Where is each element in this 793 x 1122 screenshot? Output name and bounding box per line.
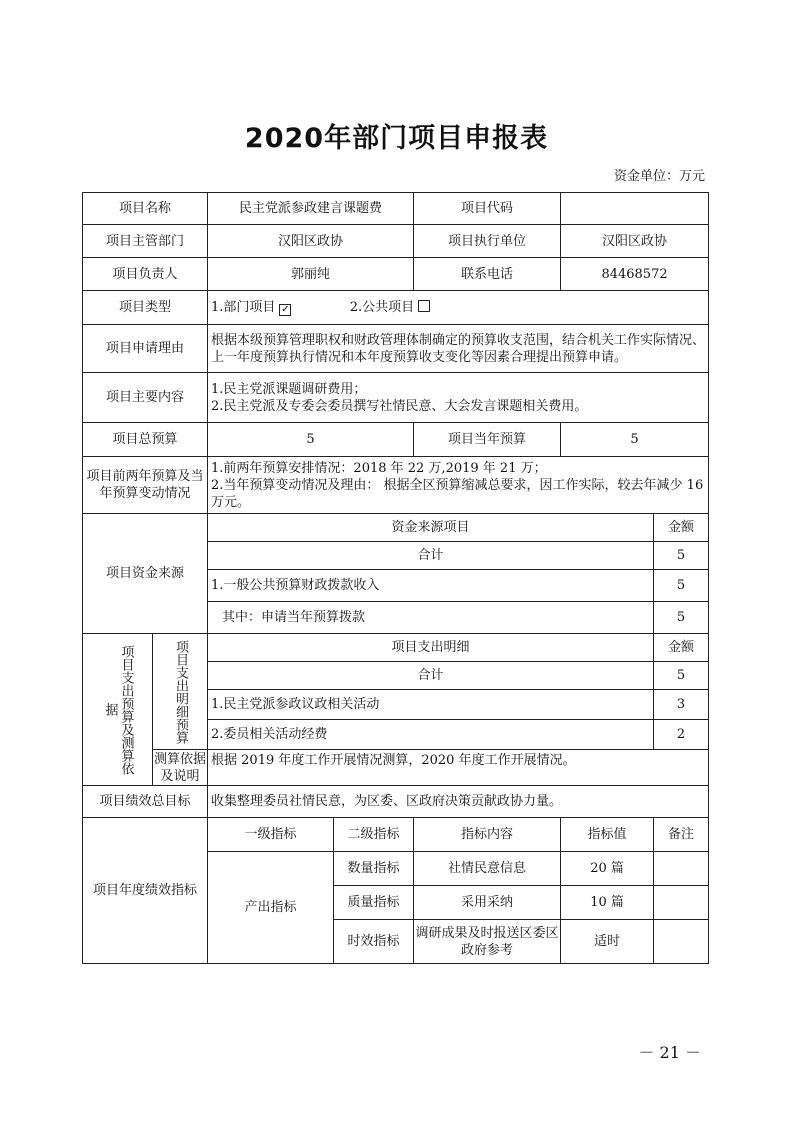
- total-budget-value: 5: [208, 423, 414, 457]
- type-options: [208, 291, 709, 325]
- funding-item: 1.一般公共预算财政拨款收入: [208, 570, 654, 602]
- history-label: 项目前两年预算及当年预算变动情况: [83, 457, 208, 514]
- funding-item: 其中：申请当年预算拨款: [208, 602, 654, 634]
- annual-content: 调研成果及时报送区委区政府参考: [414, 920, 561, 964]
- row-department: [83, 225, 709, 258]
- row-goal: [83, 786, 709, 818]
- funding-item: 合计: [208, 542, 654, 570]
- annual-label: 项目年度绩效指标: [83, 818, 208, 964]
- annual-col-content: 指标内容: [414, 818, 561, 852]
- row-project-type: [83, 291, 709, 325]
- reason-label: 项目申请理由: [83, 325, 208, 373]
- annual-col-note: 备注: [654, 818, 709, 852]
- row-owner: [83, 258, 709, 291]
- current-budget-label: 项目当年预算: [414, 423, 561, 457]
- annual-note: [654, 920, 709, 964]
- annual-content: 采用采纳: [414, 886, 561, 920]
- expense-item: 2.委员相关活动经费: [208, 720, 654, 750]
- annual-level2: 数量指标: [334, 852, 414, 886]
- basis-label: 测算依据及说明: [154, 751, 207, 784]
- row-project-name: [83, 193, 709, 225]
- project-name-label: 项目名称: [83, 193, 208, 225]
- expense-col-amount: 金额: [654, 634, 709, 662]
- goal-label: 项目绩效总目标: [83, 786, 208, 818]
- content-line-2: 2.民主党派及专委会委员撰写社情民意、大会发言课题相关费用。: [211, 398, 588, 414]
- phone-value: 84468572: [561, 258, 709, 291]
- exec-value: 汉阳区政协: [561, 225, 709, 258]
- funding-amount: 5: [654, 542, 709, 570]
- page-number: － 21 －: [638, 1043, 701, 1062]
- content-text: [208, 373, 709, 423]
- project-code-label: 项目代码: [414, 193, 561, 225]
- type-option-department: 1.部门项目: [211, 300, 276, 315]
- expense-inner-label: [153, 634, 208, 750]
- expense-outer-label-text: 项目支出预算及测算依据: [102, 644, 134, 775]
- expense-amount: 5: [654, 662, 709, 690]
- current-budget-value: 5: [561, 423, 709, 457]
- dept-value: 汉阳区政协: [208, 225, 414, 258]
- history-line-2: 2.当年预算变动情况及理由： 根据全区预算缩减总要求，因工作实际，较去年减少 16 万元。: [211, 477, 704, 510]
- phone-label: 联系电话: [414, 258, 561, 291]
- row-reason: [83, 325, 709, 373]
- content-label: 项目主要内容: [83, 373, 208, 423]
- project-application-form: [82, 192, 709, 964]
- annual-col-value: 指标值: [561, 818, 654, 852]
- basis-text: 根据 2019 年度工作开展情况测算，2020 年度工作开展情况。: [208, 750, 709, 786]
- expense-inner-label-text: 项目支出明细预算: [173, 639, 188, 744]
- row-funding-header: [83, 514, 709, 542]
- annual-content: 社情民意信息: [414, 852, 561, 886]
- annual-value: 适时: [561, 920, 654, 964]
- checkbox-checked-icon[interactable]: ✓: [281, 304, 290, 315]
- funding-label: 项目资金来源: [83, 514, 208, 634]
- expense-amount: 2: [654, 720, 709, 750]
- project-code-value: [561, 193, 709, 225]
- annual-note: [654, 886, 709, 920]
- history-text: [208, 457, 709, 514]
- funding-amount: 5: [654, 570, 709, 602]
- funding-col-amount: 金额: [654, 514, 709, 542]
- exec-label: 项目执行单位: [414, 225, 561, 258]
- owner-label: 项目负责人: [83, 258, 208, 291]
- row-history: [83, 457, 709, 514]
- expense-outer-label: [83, 634, 153, 786]
- expense-amount: 3: [654, 690, 709, 720]
- project-name-value: 民主党派参政建言课题费: [208, 193, 414, 225]
- reason-text: 根据本级预算管理职权和财政管理体制确定的预算收支范围，结合机关工作实际情况、上一年度预算执行情况和本年度预算收支变化等因素合理提出预算申请。: [208, 325, 709, 373]
- row-budget: [83, 423, 709, 457]
- total-budget-label: 项目总预算: [83, 423, 208, 457]
- annual-col-level1: 一级指标: [208, 818, 334, 852]
- row-content: [83, 373, 709, 423]
- currency-unit: 资金单位：万元: [613, 169, 705, 184]
- row-annual-header: [83, 818, 709, 852]
- expense-col-item: 项目支出明细: [208, 634, 654, 662]
- annual-note: [654, 852, 709, 886]
- annual-level2: 质量指标: [334, 886, 414, 920]
- type-label: 项目类型: [83, 291, 208, 325]
- annual-level2: 时效指标: [334, 920, 414, 964]
- goal-text: 收集整理委员社情民意，为区委、区政府决策贡献政协力量。: [208, 786, 709, 818]
- expense-item: 1.民主党派参政议政相关活动: [208, 690, 654, 720]
- dept-label: 项目主管部门: [83, 225, 208, 258]
- annual-level1: 产出指标: [208, 852, 334, 964]
- annual-value: 10 篇: [561, 886, 654, 920]
- owner-value: 郭丽纯: [208, 258, 414, 291]
- annual-col-level2: 二级指标: [334, 818, 414, 852]
- content-line-1: 1.民主党派课题调研费用；: [211, 381, 367, 397]
- funding-amount: 5: [654, 602, 709, 634]
- checkbox-empty-icon[interactable]: [418, 300, 430, 312]
- annual-value: 20 篇: [561, 852, 654, 886]
- type-option-public: 2.公共项目: [349, 300, 415, 315]
- page-title: 2020年部门项目申报表: [244, 123, 549, 154]
- row-expense-basis: [83, 750, 709, 786]
- funding-col-item: 资金来源项目: [208, 514, 654, 542]
- row-expense-header: [83, 634, 709, 662]
- expense-item: 合计: [208, 662, 654, 690]
- history-line-1: 1.前两年预算安排情况：2018 年 22 万,2019 年 21 万；: [211, 460, 547, 476]
